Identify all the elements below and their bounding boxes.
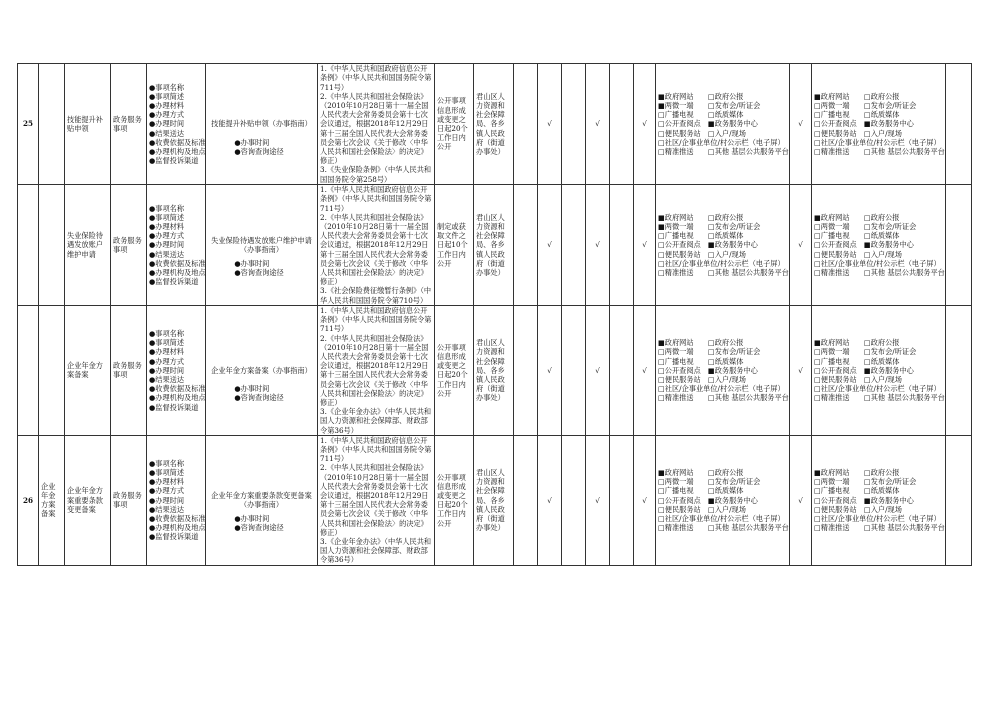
check-mark: √ [634, 64, 656, 185]
channel-item: □广播电视 □纸质媒体 [658, 110, 744, 120]
channel-item: □两微一端 □发布会/听证会 [814, 221, 917, 231]
content-item: ●事项简述 [149, 212, 185, 222]
check-mark [562, 435, 586, 565]
check-mark: √ [538, 185, 562, 306]
channel-item: □两微一端 □发布会/听证会 [658, 477, 761, 487]
content-item: ●办理材料 [149, 100, 185, 110]
channel-item: □社区/企事业单位/村公示栏（电子屏） [814, 258, 941, 268]
guide-cell: 企业年金方案重要条款变更备案（办事指南） [206, 435, 318, 565]
channel-item: □社区/企事业单位/村公示栏（电子屏） [658, 137, 785, 147]
check-mark [562, 185, 586, 306]
item-name: 企业年金方案备案 [65, 306, 111, 436]
content-item: ●结果送达 [149, 375, 185, 385]
content-item: ●事项简述 [149, 338, 185, 348]
basis-list [318, 64, 435, 185]
basis-item: 3.《企业年金办法》（中华人民共和国人力资源和社会保障部、财政部令第36号） [320, 537, 432, 565]
basis-item: 3.《失业保险条例》（中华人民共和国国务院令第258号） [320, 165, 432, 184]
channel-item: □广播电视 □纸质媒体 [814, 486, 900, 496]
content-item: ●结果送达 [149, 128, 185, 138]
channel-item: □广播电视 □纸质媒体 [814, 231, 900, 241]
category-cell: 企业年金方案备案 [39, 435, 65, 565]
content-item: ●收费依据及标准 ●办事时间 [149, 137, 270, 147]
table-row [18, 185, 972, 306]
channel-item: ■政府网站 □政府公报 [658, 91, 744, 101]
check-mark [610, 185, 634, 306]
channel-item: □社区/企事业单位/村公示栏（电子屏） [658, 384, 785, 394]
guide-cell: 技能提升补贴申领（办事指南） [206, 64, 318, 185]
content-item: ●办理方式 [149, 486, 185, 496]
channel-item: □公开查阅点 ■政务服务中心 [658, 240, 758, 250]
content-item: ●结果送达 [149, 504, 185, 514]
basis-list [318, 435, 435, 565]
content-item: ●办理方式 [149, 231, 185, 241]
basis-item: 1.《中华人民共和国政府信息公开条例》（中华人民共和国国务院令第711号） [320, 64, 432, 92]
content-item: ●监督投诉渠道 [149, 277, 199, 287]
basis-item: 3.《企业年金办法》（中华人民共和国人力资源和社会保障部、财政部令第36号） [320, 407, 432, 435]
channel-item: □广播电视 □纸质媒体 [814, 356, 900, 366]
content-item: ●办理时间 [149, 240, 185, 250]
disclosure-table [17, 63, 972, 566]
content-item: ●事项名称 [149, 458, 185, 468]
channels-list [656, 64, 790, 185]
channel-item: □便民服务站 □入户/现场 [658, 249, 746, 259]
item-name: 技能提升补贴申领 [65, 64, 111, 185]
check-mark [610, 435, 634, 565]
item-name: 企业年金方案重要条款变更备案 [65, 435, 111, 565]
check-mark: √ [790, 185, 812, 306]
check-mark: √ [634, 185, 656, 306]
content-item: ●办理材料 [149, 477, 185, 487]
channel-item: ■政府网站 □政府公报 [658, 212, 744, 222]
check-mark [610, 306, 634, 436]
channel-item: □公开查阅点 ■政务服务中心 [814, 495, 914, 505]
channel-item: ■政府网站 □政府公报 [658, 338, 744, 348]
category-cell [39, 185, 65, 306]
channel-item: □公开查阅点 ■政务服务中心 [814, 240, 914, 250]
check-mark [514, 306, 538, 436]
check-mark [514, 185, 538, 306]
channel-item: □公开查阅点 ■政务服务中心 [658, 365, 758, 375]
channel-item: □社区/企事业单位/村公示栏（电子屏） [658, 258, 785, 268]
content-item: ●办理机构及地点 ●咨询查询途径 [149, 147, 284, 156]
channel-item: □公开查阅点 ■政务服务中心 [658, 119, 758, 129]
category-cell [39, 306, 65, 436]
channel-item: □社区/企事业单位/村公示栏（电子屏） [814, 514, 941, 524]
check-mark: √ [634, 435, 656, 565]
guide-cell: 失业保险待遇发放账户维护申请（办事指南） [206, 185, 318, 306]
content-item: ●事项简述 [149, 91, 185, 101]
channel-item: □两微一端 □发布会/听证会 [814, 347, 917, 357]
check-mark [610, 64, 634, 185]
basis-list [318, 185, 435, 306]
department: 君山区人力资源和社会保障局、各乡镇人民政府（街道办事处） [474, 64, 514, 185]
time-limit: 公开事项信息形成或变更之日起20个工作日内公开 [435, 435, 474, 565]
channel-item: □便民服务站 □入户/现场 [658, 128, 746, 138]
category-cell [39, 64, 65, 185]
channel-item: □广播电视 □纸质媒体 [658, 486, 744, 496]
channel-item: □社区/企事业单位/村公示栏（电子屏） [658, 514, 785, 524]
channels-list [656, 306, 790, 436]
channel-item: ■两微一端 □发布会/听证会 [658, 221, 761, 231]
table-row [18, 435, 972, 565]
check-mark: √ [790, 306, 812, 436]
item-type: 政务服务事项 [111, 306, 147, 436]
item-type: 政务服务事项 [111, 435, 147, 565]
basis-item: 3.《社会保险费征缴暂行条例》（中华人民共和国国务院令第710号） [320, 286, 432, 305]
channel-item: ■两微一端 □发布会/听证会 [658, 100, 761, 110]
basis-item: 1.《中华人民共和国政府信息公开条例》（中华人民共和国国务院令第711号） [320, 185, 432, 213]
channel-item: ■政府网站 □政府公报 [814, 468, 900, 478]
content-item: ●监督投诉渠道 [149, 532, 199, 542]
content-item: ●事项名称 [149, 329, 185, 338]
channel-item: □精准推送 □其他 基层公共服务平台 [658, 523, 789, 533]
check-mark: √ [538, 306, 562, 436]
channels-list [656, 185, 790, 306]
department: 君山区人力资源和社会保障局、各乡镇人民政府（街道办事处） [474, 306, 514, 436]
channel-item: □公开查阅点 ■政务服务中心 [658, 495, 758, 505]
check-mark: √ [586, 306, 610, 436]
channel-item: □公开查阅点 ■政务服务中心 [814, 365, 914, 375]
content-item: ●办理时间 [149, 119, 185, 129]
empty-cell [946, 64, 972, 185]
basis-item: 2.《中华人民共和国社会保险法》（2010年10月28日第十一届全国人民代表大会常务委员会第十七次会议通过，根据2018年12月29日第十三届全国人民代表大会常务委员会第七次会议《关于修改〈中华人民共和国社会保险法〉的决定》修正） [320, 91, 429, 166]
channel-item: ■政府网站 □政府公报 [814, 338, 900, 348]
content-item: ●办理材料 [149, 221, 185, 231]
channels-list-2 [812, 64, 946, 185]
basis-item: 2.《中华人民共和国社会保险法》（2010年10月28日第十一届全国人民代表大会常务委员会第十七次会议通过，根据2018年12月29日第十三届全国人民代表大会常务委员会第七次会议《关于修改〈中华人民共和国社会保险法〉的决定》修正） [320, 212, 429, 287]
content-item: ●收费依据及标准 ●办事时间 [149, 384, 270, 394]
channel-item: □公开查阅点 ■政务服务中心 [814, 119, 914, 129]
channel-item: □精准推送 □其他 基层公共服务平台 [814, 523, 945, 533]
check-mark [562, 64, 586, 185]
basis-item: 1.《中华人民共和国政府信息公开条例》（中华人民共和国国务院令第711号） [320, 306, 432, 334]
channel-item: □便民服务站 □入户/现场 [814, 375, 902, 385]
check-mark [562, 306, 586, 436]
channel-item: ■政府网站 □政府公报 [658, 468, 744, 478]
check-mark: √ [790, 435, 812, 565]
table-row [18, 306, 972, 436]
channel-item: ■政府网站 □政府公报 [814, 212, 900, 222]
check-mark [514, 435, 538, 565]
channel-item: □两微一端 □发布会/听证会 [658, 347, 761, 357]
table-row [18, 64, 972, 185]
row-number: 25 [18, 64, 39, 185]
check-mark: √ [586, 64, 610, 185]
content-item: ●收费依据及标准 ●办事时间 [149, 258, 270, 268]
channel-item: □便民服务站 □入户/现场 [814, 504, 902, 514]
channels-list-2 [812, 435, 946, 565]
check-mark: √ [538, 435, 562, 565]
empty-cell [946, 185, 972, 306]
channel-item: □广播电视 □纸质媒体 [814, 110, 900, 120]
department: 君山区人力资源和社会保障局、各乡镇人民政府（街道办事处） [474, 185, 514, 306]
channel-item: □两微一端 □发布会/听证会 [814, 100, 917, 110]
channel-item: □两微一端 □发布会/听证会 [814, 477, 917, 487]
channel-item: □精准推送 □其他 基层公共服务平台 [814, 147, 945, 156]
content-item: ●办理时间 [149, 365, 185, 375]
channel-item: ■政府网站 □政府公报 [814, 91, 900, 101]
department: 君山区人力资源和社会保障局、各乡镇人民政府（街道办事处） [474, 435, 514, 565]
check-mark: √ [586, 185, 610, 306]
content-item: ●办理方式 [149, 110, 185, 120]
channel-item: □广播电视 □纸质媒体 [658, 231, 744, 241]
check-mark: √ [634, 306, 656, 436]
row-number [18, 306, 39, 436]
channel-item: □广播电视 □纸质媒体 [658, 356, 744, 366]
channel-item: □精准推送 □其他 基层公共服务平台 [658, 393, 789, 403]
check-mark: √ [538, 64, 562, 185]
channel-item: □精准推送 □其他 基层公共服务平台 [658, 147, 789, 156]
content-item: ●办理机构及地点 ●咨询查询途径 [149, 523, 284, 533]
item-name: 失业保险待遇发放账户维护申请 [65, 185, 111, 306]
check-mark: √ [586, 435, 610, 565]
content-item: ●办理机构及地点 ●咨询查询途径 [149, 268, 284, 277]
channel-item: □便民服务站 □入户/现场 [814, 249, 902, 259]
empty-cell [946, 435, 972, 565]
basis-list [318, 306, 435, 436]
channel-item: □精准推送 □其他 基层公共服务平台 [814, 268, 945, 277]
channel-item: □社区/企事业单位/村公示栏（电子屏） [814, 137, 941, 147]
content-item: ●办理材料 [149, 347, 185, 357]
channel-item: □便民服务站 □入户/现场 [658, 504, 746, 514]
content-item: ●监督投诉渠道 [149, 156, 199, 166]
time-limit: 公开事项信息形成或变更之日起20个工作日内公开 [435, 64, 474, 185]
channel-item: □精准推送 □其他 基层公共服务平台 [814, 393, 945, 403]
channels-list-2 [812, 306, 946, 436]
content-item: ●监督投诉渠道 [149, 402, 199, 412]
check-mark [514, 64, 538, 185]
content-item: ●结果送达 [149, 249, 185, 259]
channel-item: □便民服务站 □入户/现场 [814, 128, 902, 138]
content-item: ●事项简述 [149, 468, 185, 478]
content-item: ●事项名称 [149, 82, 185, 92]
item-type: 政务服务事项 [111, 64, 147, 185]
time-limit: 公开事项信息形成或变更之日起20个工作日内公开 [435, 306, 474, 436]
basis-item: 1.《中华人民共和国政府信息公开条例》（中华人民共和国国务院令第711号） [320, 435, 432, 464]
channel-item: □社区/企事业单位/村公示栏（电子屏） [814, 384, 941, 394]
row-number [18, 185, 39, 306]
check-mark: √ [790, 64, 812, 185]
basis-item: 2.《中华人民共和国社会保险法》（2010年10月28日第十一届全国人民代表大会常务委员会第十七次会议通过，根据2018年12月29日第十三届全国人民代表大会常务委员会第七次会议《关于修改〈中华人民共和国社会保险法〉的决定》修正） [320, 463, 429, 537]
channels-list [656, 435, 790, 565]
guide-cell: 企业年金方案备案（办事指南） [206, 306, 318, 436]
item-type: 政务服务事项 [111, 185, 147, 306]
row-number: 26 [18, 435, 39, 565]
channels-list-2 [812, 185, 946, 306]
content-item: ●办理机构及地点 ●咨询查询途径 [149, 393, 284, 403]
content-item: ●办理方式 [149, 356, 185, 366]
content-item: ●事项名称 [149, 203, 185, 213]
channel-item: □便民服务站 □入户/现场 [658, 375, 746, 385]
empty-cell [946, 306, 972, 436]
table-body [18, 64, 972, 566]
time-limit: 制定或获取文件之日起10个工作日内公开 [435, 185, 474, 306]
content-item: ●收费依据及标准 ●办事时间 [149, 514, 270, 524]
content-item: ●办理时间 [149, 495, 185, 505]
channel-item: □精准推送 □其他 基层公共服务平台 [658, 268, 789, 277]
basis-item: 2.《中华人民共和国社会保险法》（2010年10月28日第十一届全国人民代表大会常务委员会第十七次会议通过，根据2018年12月29日第十三届全国人民代表大会常务委员会第七次会议《关于修改〈中华人民共和国社会保险法〉的决定》修正） [320, 333, 429, 408]
